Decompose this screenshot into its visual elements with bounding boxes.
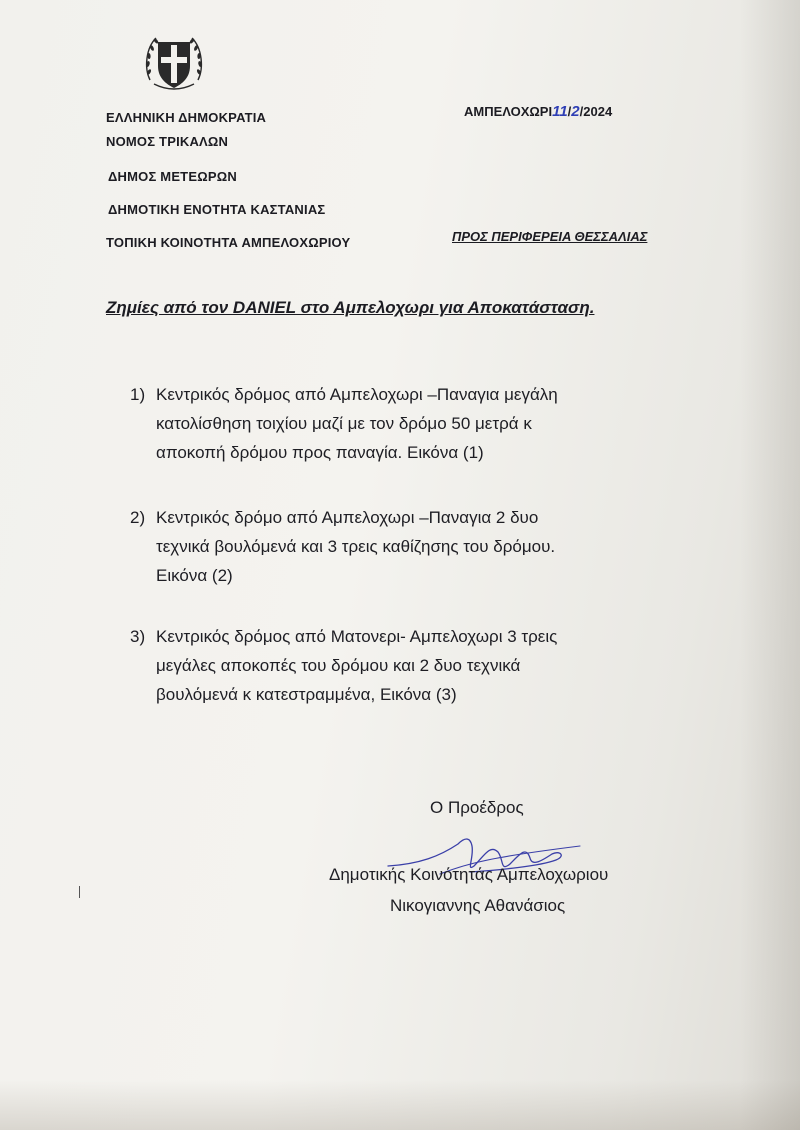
signature-title: Ο Προέδρος xyxy=(430,798,524,817)
list-item-line: αποκοπή δρόμου προς παναγία. Εικόνα (1) xyxy=(156,443,484,462)
list-item-number: 3) xyxy=(130,627,146,646)
list-item-number: 1) xyxy=(130,385,146,404)
list-item-line: Κεντρικός δρόμος από Αμπελοχωρι –Παναγια μεγάλη xyxy=(156,385,558,404)
page-bottom-shadow xyxy=(0,1080,800,1130)
page-shadow xyxy=(740,0,800,1130)
signature-name: Νικογιαννης Αθανάσιος xyxy=(390,896,566,915)
date-month: 2 xyxy=(571,103,580,120)
date-place: ΑΜΠΕΛΟΧΩΡΙ xyxy=(464,104,553,119)
recipient: ΠΡΟΣ ΠΕΡΙΦΕΡΕΙΑ ΘΕΣΣΑΛΙΑΣ xyxy=(452,229,648,244)
list-item-line: τεχνικά βουλόμενά και 3 τρεις καθίζησης του δρόμου. xyxy=(156,537,556,556)
date-day: 11 xyxy=(552,103,568,120)
list-item-line: Κεντρικός δρόμος από Ματονερι- Αμπελοχωρι 3 τρεις xyxy=(156,627,558,646)
document-date xyxy=(464,103,612,120)
document-subject: Ζημίες από τον DANIEL στο Αμπελοχωρι για Αποκατάσταση. xyxy=(106,298,595,317)
header-community: ΤΟΠΙΚΗ ΚΟΙΝΟΤΗΤΑ ΑΜΠΕΛΟΧΩΡΙΟΥ xyxy=(106,235,351,250)
list-item-line: Εικόνα (2) xyxy=(156,566,233,585)
stray-mark-icon xyxy=(78,886,81,898)
header-country: ΕΛΛΗΝΙΚΗ ΔΗΜΟΚΡΑΤΙΑ xyxy=(106,110,267,125)
signature-organization: Δημοτικής Κοινότητάς Αμπελοχωριου xyxy=(329,865,609,884)
header-municipality: ΔΗΜΟΣ ΜΕΤΕΩΡΩΝ xyxy=(108,169,237,184)
list-item-line: κατολίσθηση τοιχίου μαζί με τον δρόμο 50 μετρά κ xyxy=(156,414,532,433)
list-item-line: Κεντρικός δρόμο από Αμπελοχωρι –Παναγια 2 δυο xyxy=(156,508,539,527)
list-item-line: βουλόμενά κ κατεστραμμένα, Εικόνα (3) xyxy=(156,685,457,704)
list-item-number: 2) xyxy=(130,508,146,527)
header-prefecture: ΝΟΜΟΣ ΤΡΙΚΑΛΩΝ xyxy=(106,134,229,149)
greek-coat-of-arms-icon xyxy=(140,28,208,96)
list-item-line: μεγάλες αποκοπές του δρόμου και 2 δυο τεχνικά xyxy=(156,656,521,675)
date-year: /2024 xyxy=(579,104,613,119)
header-municipal-unit: ΔΗΜΟΤΙΚΗ ΕΝΟΤΗΤΑ ΚΑΣΤΑΝΙΑΣ xyxy=(108,202,326,217)
date-separator: / xyxy=(567,104,572,119)
